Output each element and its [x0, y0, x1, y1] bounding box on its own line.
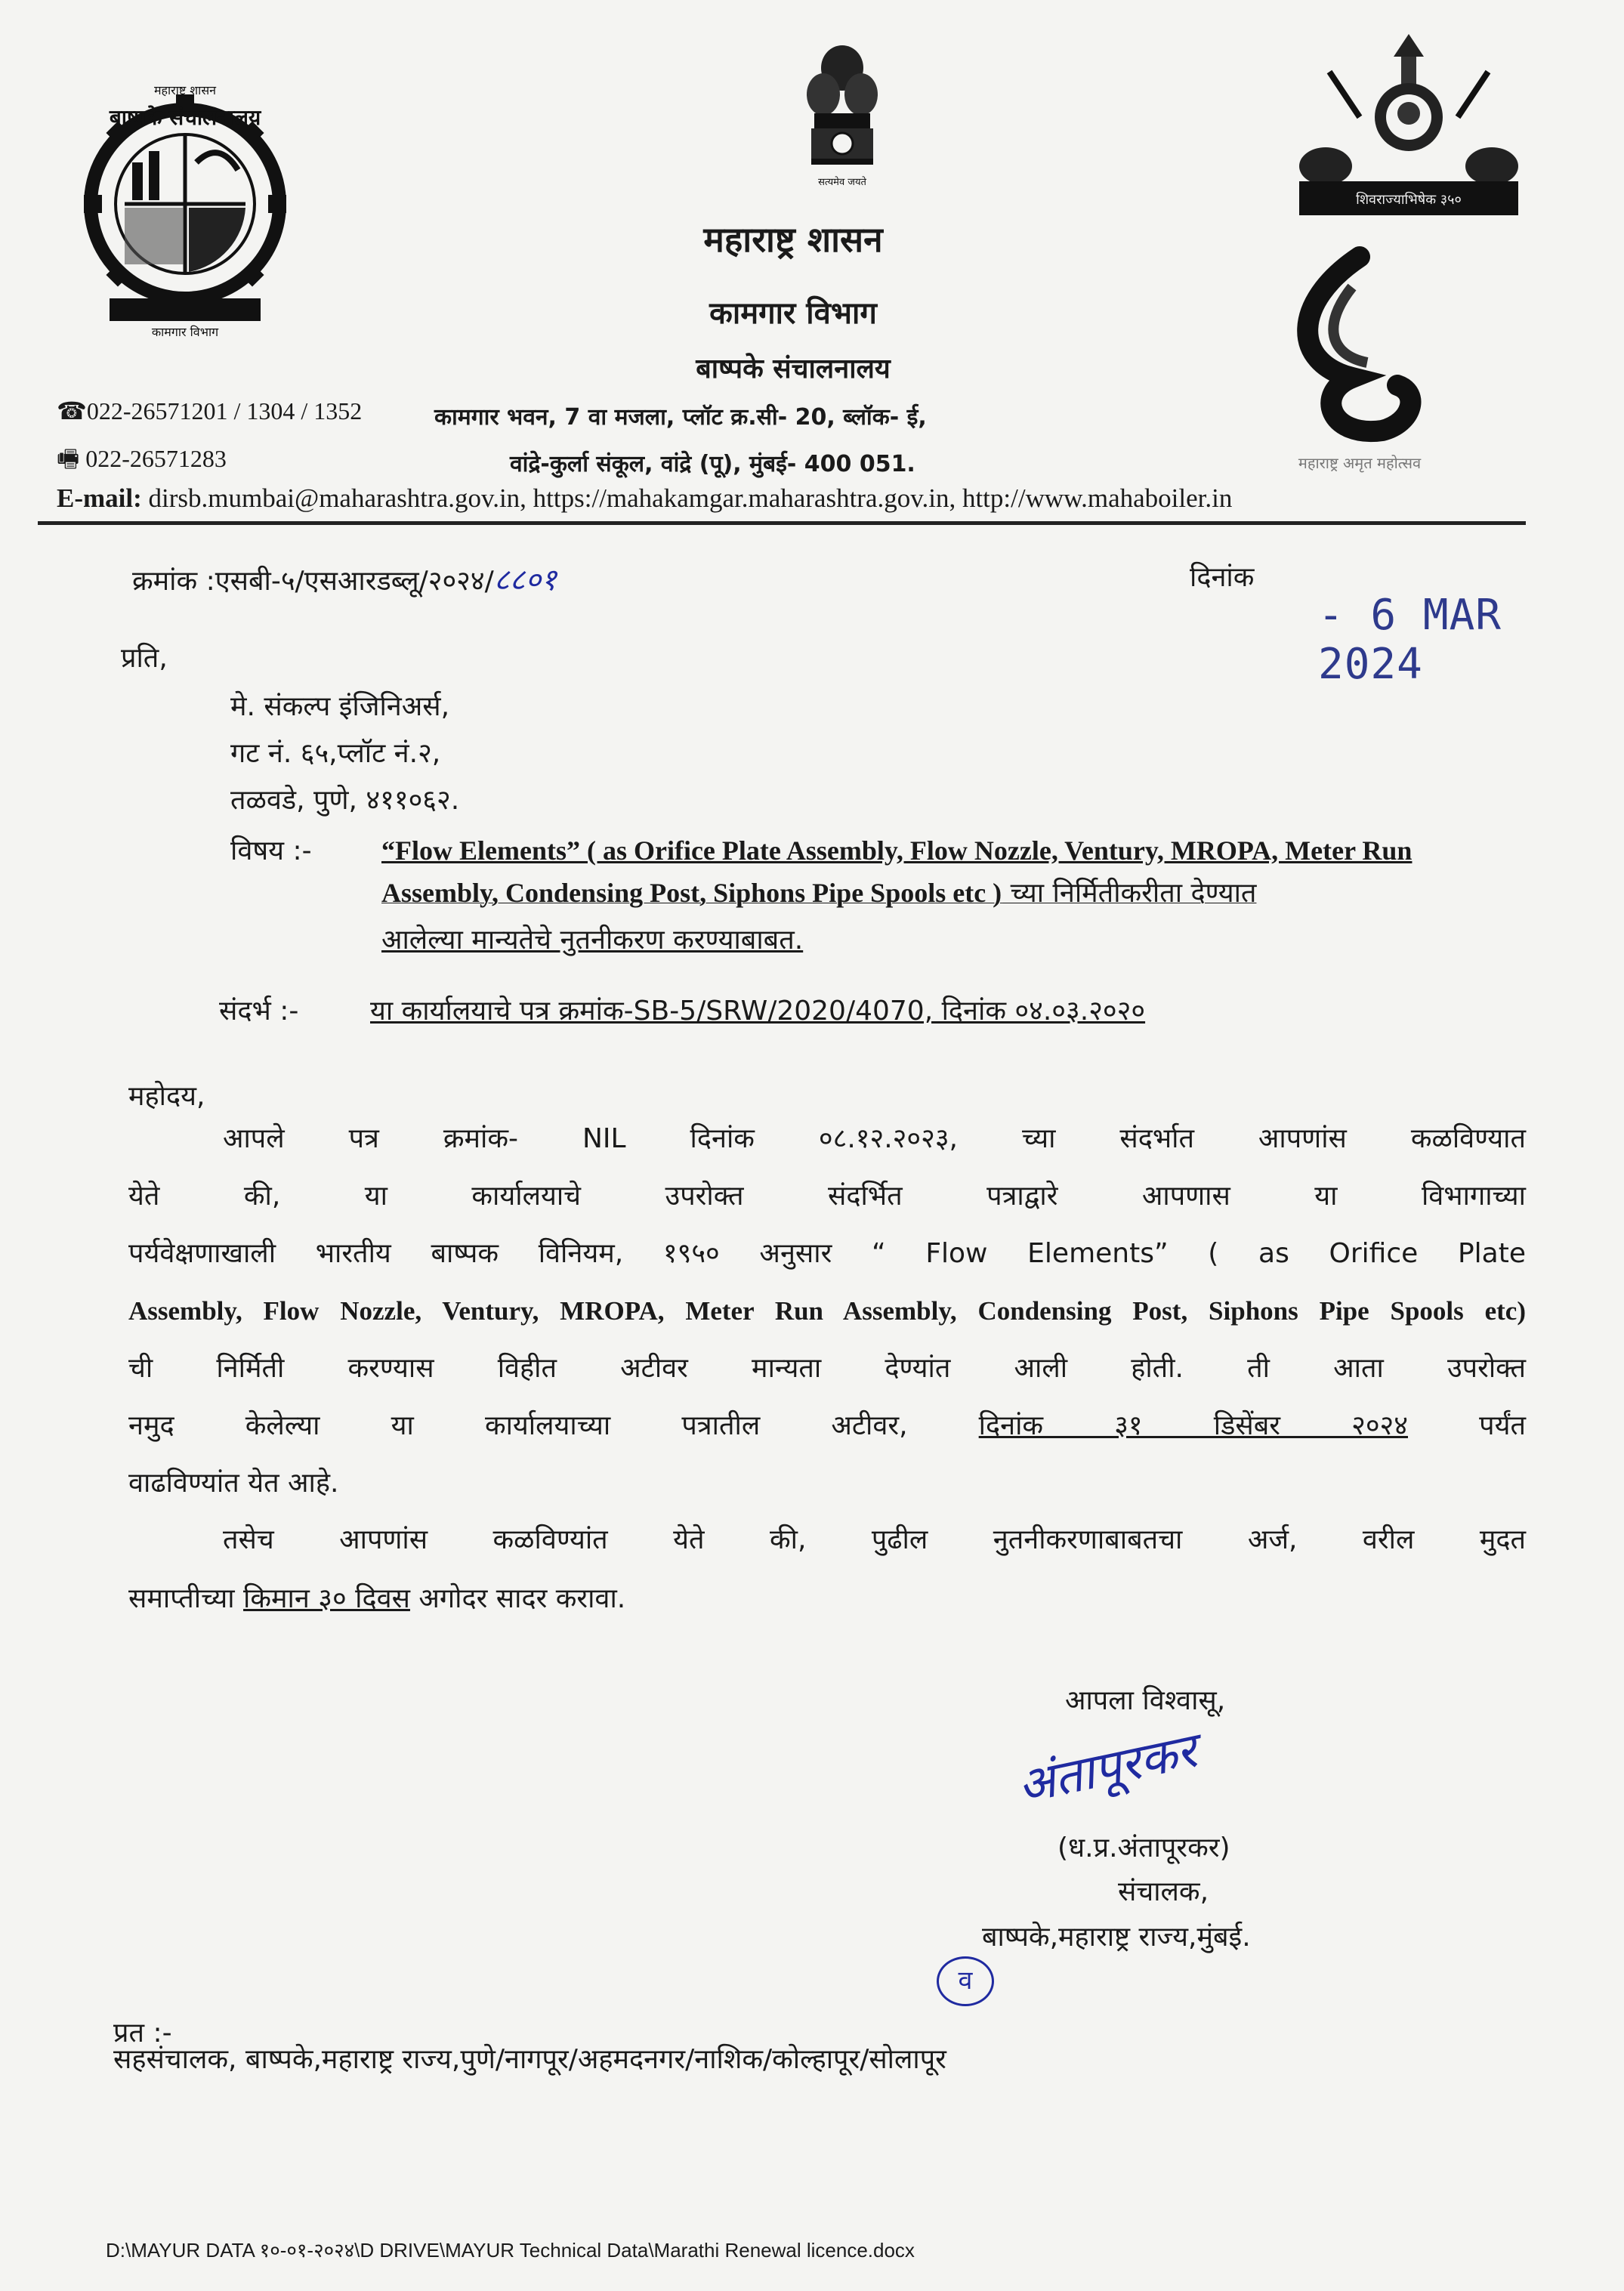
office-title: बाष्पके संचालनालय	[696, 354, 891, 384]
fax-number: 022-26571283	[85, 445, 227, 472]
phone-line	[57, 397, 362, 425]
address-line-1: कामगार भवन, 7 वा मजला, प्लॉट क्र.सी- 20, ब्लॉक- ई,	[434, 404, 927, 431]
addressee-line: तळवडे, पुणे, ४११०६२.	[230, 785, 460, 816]
subject-line: आलेल्या मान्यतेचे नुतनीकरण करण्याबाबत.	[381, 925, 804, 956]
subject-line: च्या निर्मितीकरीता देण्यात	[1002, 878, 1257, 909]
body-text-span: नमुद केलेल्या या कार्यालयाच्या पत्रातील अटीवर,	[128, 1410, 979, 1441]
dept-title: कामगार विभाग	[709, 296, 877, 331]
subject-label: विषय :-	[230, 835, 312, 866]
amrit-caption: महाराष्ट्र अमृत महोत्सव	[1298, 454, 1422, 472]
emblem-caption: सत्यमेव जयते	[818, 177, 866, 188]
signatory-office: बाष्पके,महाराष्ट्र राज्य,मुंबई.	[982, 1922, 1251, 1953]
subject-line: Assembly, Condensing Post, Siphons Pipe Spools etc )	[381, 878, 1002, 908]
copy-to: सहसंचालक, बाष्पके,महाराष्ट्र राज्य,पुणे/नागपूर/अहमदनगर/नाशिक/कोल्हापूर/सोलापूर	[113, 2044, 946, 2075]
phone-icon: ☎	[57, 397, 87, 425]
body-text-span: अगोदर सादर करावा.	[409, 1583, 626, 1614]
body-line: वाढविण्यांत येत आहे.	[128, 1468, 339, 1499]
body-line: येते की, या कार्यालयाचे उपरोक्त संदर्भित पत्राद्वारे आपणास या विभागाच्या	[128, 1181, 1526, 1212]
signature: अंतापूरकर	[1012, 1722, 1202, 1816]
amrit-mahotsav-logo	[1246, 242, 1458, 483]
seal-bottom-text: कामगार विभाग	[151, 325, 219, 339]
signatory-name: (ध.प्र.अंतापूरकर)	[1057, 1832, 1230, 1863]
address-line-2: वांद्रे-कुर्ला संकूल, वांद्रे (पू), मुंबई- 400 051.	[510, 451, 915, 477]
body-line	[128, 1570, 1526, 1629]
header-rule	[38, 521, 1526, 525]
subject-line: “Flow Elements” ( as Orifice Plate Assembly, Flow Nozzle, Ventury, MROPA, Meter Run	[381, 835, 1413, 866]
govt-title: महाराष्ट्र शासन	[703, 219, 883, 260]
reference-label: संदर्भ :-	[219, 996, 299, 1027]
shivrajyabhishek-crest	[1284, 26, 1533, 223]
ref-prefix: क्रमांक :एसबी-५/एसआरडब्लू/२०२४/	[132, 566, 494, 597]
crest-caption: शिवराज्याभिषेक ३५०	[1356, 192, 1462, 208]
signatory-title: संचालक,	[1118, 1876, 1209, 1907]
initials-mark: व	[937, 1956, 994, 2006]
body-line: तसेच आपणांस कळविण्यांत येते की, पुढील नुतनीकरणाबाबतचा अर्ज, वरील मुदत	[223, 1524, 1526, 1555]
closing: आपला विश्वासू,	[1065, 1685, 1226, 1716]
seal-top-text: महाराष्ट्र शासन	[153, 83, 217, 97]
subject-block	[381, 829, 1530, 962]
reference-number	[132, 557, 557, 599]
phone-number: 022-26571201 / 1304 / 1352	[86, 397, 363, 425]
fax-line	[57, 442, 227, 483]
email-label: E-mail:	[57, 483, 142, 513]
body-line	[128, 1397, 1526, 1455]
email-line	[57, 483, 1232, 514]
addressee-line: गट नं. ६५,प्लॉट नं.२,	[230, 738, 441, 769]
addressee-block	[230, 684, 459, 824]
body-line: Assembly, Flow Nozzle, Ventury, MROPA, Meter Run Assembly, Condensing Post, Siphons Pipe Spools etc)	[128, 1296, 1526, 1326]
extension-date: दिनांक ३१ डिसेंबर २०२४	[978, 1410, 1408, 1441]
department-seal	[79, 72, 291, 344]
body-line: आपले पत्र क्रमांक- NIL दिनांक ०८.१२.२०२३, च्या संदर्भात आपणांस कळविण्यात	[223, 1123, 1526, 1154]
file-path-footer: D:\MAYUR DATA १०-०१-२०२४\D DRIVE\MAYUR Technical Data\Marathi Renewal licence.docx	[106, 2239, 915, 2262]
paragraph-2	[128, 1511, 1526, 1629]
minimum-days: किमान ३० दिवस	[243, 1583, 410, 1614]
body-text-span: पर्यंत	[1408, 1410, 1526, 1441]
paragraph-1	[128, 1110, 1526, 1512]
copy-label: प्रत :-	[113, 2018, 172, 2049]
body-line: पर्यवेक्षणाखाली भारतीय बाष्पक विनियम, १९५० अनुसार “ Flow Elements” ( as Orifice Plate	[128, 1238, 1526, 1269]
date-label: दिनांक	[1190, 562, 1255, 593]
salutation: महोदय,	[128, 1081, 205, 1112]
seal-arc-text: बाष्पके संचालनालय	[109, 105, 261, 130]
ref-handwritten: ८८०१	[493, 563, 557, 597]
to-label: प्रति,	[121, 643, 168, 674]
email-links: dirsb.mumbai@maharashtra.gov.in, https://mahakamgar.maharashtra.gov.in, http://www.mahaboiler.in	[148, 483, 1233, 513]
national-emblem	[801, 38, 884, 196]
body-line: ची निर्मिती करण्यास विहीत अटीवर मान्यता देण्यांत आली होती. ती आता उपरोक्त	[128, 1353, 1526, 1384]
body-text-span: समाप्तीच्या	[128, 1583, 244, 1614]
addressee-line: मे. संकल्प इंजिनिअर्स,	[230, 691, 450, 722]
fax-icon: 🖷	[57, 445, 80, 472]
date-stamp: - 6 MAR 2024	[1318, 591, 1502, 689]
reference-text: या कार्यालयाचे पत्र क्रमांक-SB-5/SRW/2020/4070, दिनांक ०४.०३.२०२०	[370, 996, 1146, 1027]
